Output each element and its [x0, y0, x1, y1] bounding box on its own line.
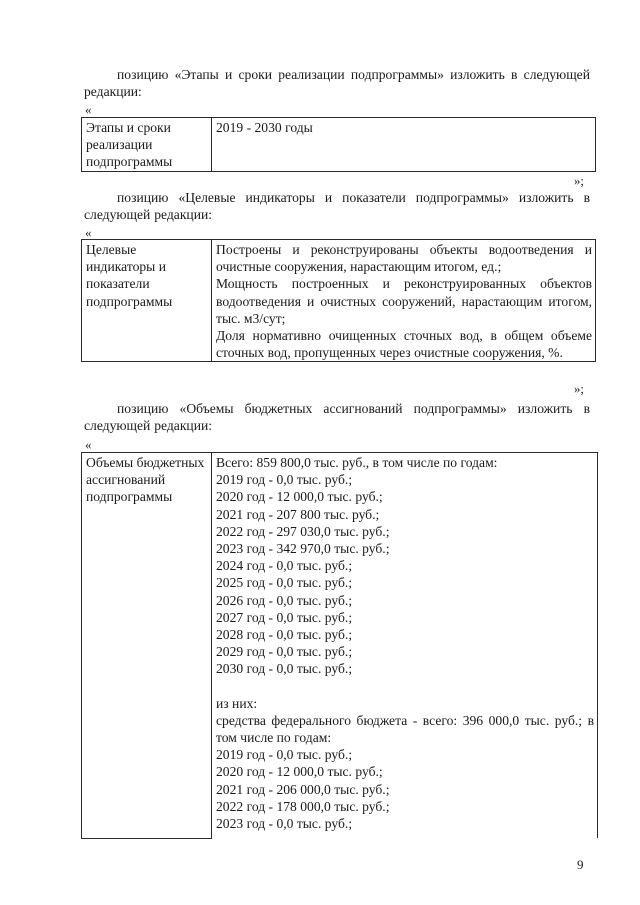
federal-year-line: 2021 год - 206 000,0 тыс. руб.;	[216, 781, 390, 797]
table-row	[82, 118, 596, 172]
year-line: 2026 год - 0,0 тыс. руб.;	[216, 592, 353, 608]
federal-year-line: 2019 год - 0,0 тыс. руб.;	[216, 747, 353, 763]
section2-line-2: Мощность построенных и реконструированных объектов водоотведения и очистных сооружений, нарастающим итогом, тыс. м3/сут;	[216, 276, 592, 326]
federal-year-line: 2022 год - 178 000,0 тыс. руб.;	[216, 798, 390, 814]
year-line: 2025 год - 0,0 тыс. руб.;	[216, 575, 353, 591]
year-line: 2021 год - 207 800 тыс. руб.;	[216, 506, 380, 522]
year-line: 2019 год - 0,0 тыс. руб.;	[216, 472, 353, 488]
section1-intro: позицию «Этапы и сроки реализации подпрограммы» изложить в следующей редакции:	[84, 67, 590, 100]
section1-close-quote: »;	[573, 173, 584, 188]
section1-table	[81, 117, 596, 172]
federal-year-line: 2023 год - 0,0 тыс. руб.;	[216, 816, 353, 832]
section3-open-quote: «	[85, 437, 92, 452]
year-line: 2028 год - 0,0 тыс. руб.;	[216, 627, 353, 643]
section2-close-quote: »;	[573, 381, 584, 396]
spacer-line	[216, 678, 594, 695]
section3-federal: средства федерального бюджета - всего: 396 000,0 тыс. руб.; в том числе по годам:	[216, 712, 594, 746]
section1-label-cell	[82, 118, 212, 172]
section3-label: Объемы бюджетных ассигнований подпрограммы	[86, 455, 205, 505]
year-line: 2027 год - 0,0 тыс. руб.;	[216, 609, 353, 625]
table-row	[82, 453, 598, 839]
section3-label-cell	[82, 453, 212, 839]
section2-label: Целевые индикаторы и показатели подпрограммы	[86, 242, 173, 309]
section2-value-cell	[212, 240, 596, 362]
year-line: 2020 год - 12 000,0 тыс. руб.;	[216, 489, 383, 505]
section2-table	[81, 239, 596, 362]
federal-year-line: 2020 год - 12 000,0 тыс. руб.;	[216, 764, 383, 780]
section3-of-them: из них:	[216, 695, 258, 711]
section3-table	[81, 452, 598, 839]
section2-line-1: Построены и реконструированы объекты водоотведения и очистные сооружения, нарастающим итогом, ед.;	[216, 242, 592, 275]
section2-label-cell	[82, 240, 212, 362]
year-line: 2029 год - 0,0 тыс. руб.;	[216, 644, 353, 660]
page-number: 9	[577, 857, 584, 872]
year-line: 2024 год - 0,0 тыс. руб.;	[216, 558, 353, 574]
section1-value-cell	[212, 118, 596, 172]
year-line: 2023 год - 342 970,0 тыс. руб.;	[216, 541, 390, 557]
section3-total: Всего: 859 800,0 тыс. руб., в том числе по годам:	[216, 455, 498, 470]
section2-open-quote: «	[85, 225, 92, 240]
section2-line-3: Доля нормативно очищенных сточных вод, в общем объеме сточных вод, пропущенных через очистные сооружения, %.	[216, 328, 592, 361]
section1-label: Этапы и сроки реализации подпрограммы	[86, 120, 173, 170]
section3-intro: позицию «Объемы бюджетных ассигнований подпрограммы» изложить в следующей редакции:	[84, 401, 590, 434]
section1-open-quote: «	[85, 102, 92, 117]
year-line: 2022 год - 297 030,0 тыс. руб.;	[216, 523, 390, 539]
year-line: 2030 год - 0,0 тыс. руб.;	[216, 661, 353, 677]
table-row	[82, 240, 596, 362]
section2-intro: позицию «Целевые индикаторы и показатели подпрограммы» изложить в следующей редакции:	[84, 190, 590, 223]
section3-value-cell	[212, 453, 598, 839]
section1-value: 2019 - 2030 годы	[216, 120, 313, 135]
